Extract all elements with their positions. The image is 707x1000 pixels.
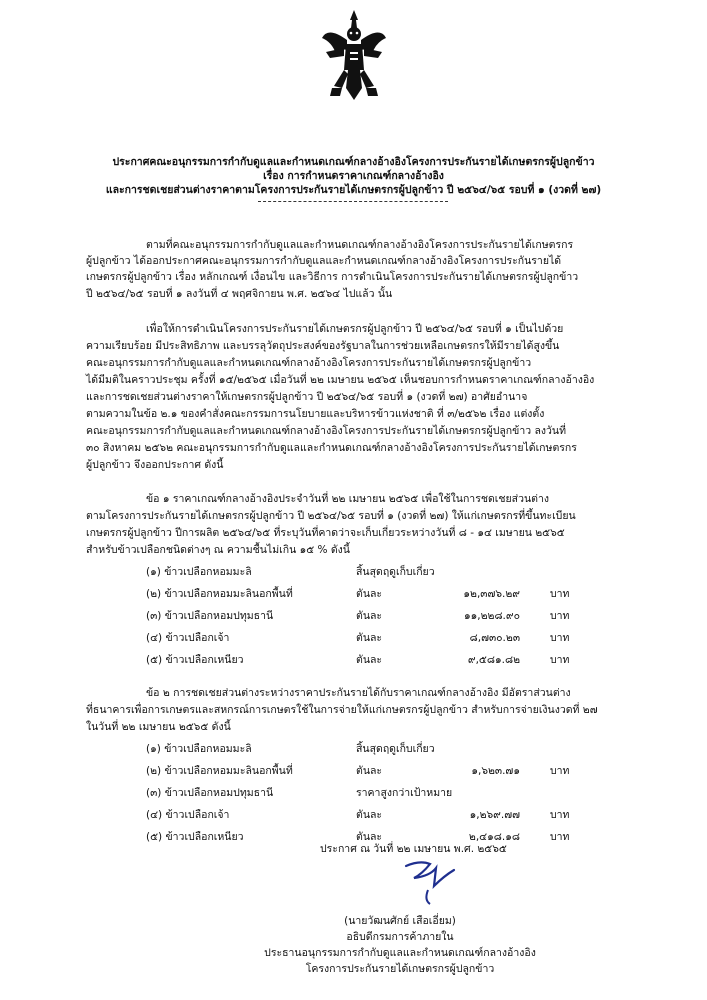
table1-item: (๔) ข้าวเปลือกเจ้า (146, 632, 230, 644)
para4-line: ที่ธนาคารเพื่อการเกษตรและสหกรณ์การเกษตรใช้ในการจ่ายให้แก่เกษตรกรผู้ปลูกข้าว สำหรับการจ่ายเงินงวดที่ ๒๗ (86, 704, 598, 716)
table2-item: (๑) ข้าวเปลือกหอมมะลิ (146, 743, 252, 755)
table1-item: (๒) ข้าวเปลือกหอมมะลินอกพื้นที่ (146, 588, 293, 600)
table1-unit: ตันละ (356, 632, 383, 644)
para1-line: ผู้ปลูกข้าว ได้ออกประกาศคณะอนุกรรมการกำกับดูแลและกำหนดเกณฑ์กลางอ้างอิงโครงการประกันรายได้ (86, 255, 562, 267)
signer-position-1: อธิบดีกรมการค้าภายใน (346, 931, 454, 943)
table1-item: (๓) ข้าวเปลือกหอมปทุมธานี (146, 610, 274, 622)
table2-item: (๓) ข้าวเปลือกหอมปทุมธานี (146, 787, 274, 799)
table2-item: (๒) ข้าวเปลือกหอมมะลินอกพื้นที่ (146, 765, 293, 777)
table1-item: (๑) ข้าวเปลือกหอมมะลิ (146, 566, 252, 578)
table1-unit: ตันละ (356, 654, 383, 666)
table1-unit: ตันละ (356, 610, 383, 622)
para4-line: ข้อ ๒ การชดเชยส่วนต่างระหว่างราคาประกันรายได้กับราคาเกณฑ์กลางอ้างอิง มีอัตราส่วนต่าง (146, 687, 571, 699)
garuda-emblem-icon (318, 8, 390, 104)
title-line-2: เรื่อง การกำหนดราคาเกณฑ์กลางอ้างอิง (263, 170, 444, 182)
para4-line: ในวันที่ ๒๒ เมษายน ๒๕๖๕ ดังนี้ (86, 721, 231, 733)
table2-currency: บาท (550, 831, 570, 843)
table1-value: ๙,๕๘๑.๘๒ (467, 654, 520, 666)
para2-line: และการชดเชยส่วนต่างราคาให้เกษตรกรผู้ปลูกข้าว ปี ๒๕๖๔/๖๕ รอบที่ ๑ (งวดที่ ๒๗) อาศัยอำนาจ (86, 391, 528, 403)
table1-currency: บาท (550, 632, 570, 644)
table1-currency: บาท (550, 610, 570, 622)
table1-value: ๑๒,๓๗๖.๒๙ (463, 588, 520, 600)
table2-item: (๕) ข้าวเปลือกเหนียว (146, 831, 244, 843)
para3-line: ตามโครงการประกันรายได้เกษตรกรผู้ปลูกข้าว ปี ๒๕๖๔/๖๕ รอบที่ ๑ (งวดที่ ๒๗) ให้แก่เกษตรกรที่ขึ้นทะเบียน (86, 510, 576, 522)
table1-currency: บาท (550, 588, 570, 600)
para3-line: ข้อ ๑ ราคาเกณฑ์กลางอ้างอิงประจำวันที่ ๒๒ เมษายน ๒๕๖๕ เพื่อใช้ในการชดเชยส่วนต่าง (146, 493, 549, 505)
table1-currency: บาท (550, 654, 570, 666)
para2-line: ตามความในข้อ ๒.๑ ของคำสั่งคณะกรรมการนโยบายและบริหารข้าวแห่งชาติ ที่ ๓/๒๕๖๒ เรื่อง แต่งตั้ง (86, 408, 545, 420)
table2-value: ๒,๔๑๘.๑๘ (468, 831, 520, 843)
para2-line: เพื่อให้การดำเนินโครงการประกันรายได้เกษตรกรผู้ปลูกข้าว ปี ๒๕๖๔/๖๕ รอบที่ ๑ เป็นไปด้วย (146, 323, 564, 335)
signer-position-2: ประธานอนุกรรมการกำกับดูแลและกำหนดเกณฑ์กลางอ้างอิง (264, 947, 536, 959)
title-line-3: และการชดเชยส่วนต่างราคาตามโครงการประกันรายได้เกษตรกรผู้ปลูกข้าว ปี ๒๕๖๔/๖๕ รอบที่ ๑ (งวดที่ ๒๗) (105, 184, 602, 196)
table2-unit: ราคาสูงกว่าเป้าหมาย (356, 787, 453, 799)
table2-unit: ตันละ (356, 831, 383, 843)
para2-line: ผู้ปลูกข้าว จึงออกประกาศ ดังนี้ (86, 459, 224, 471)
para1-line: ปี ๒๕๖๔/๖๕ รอบที่ ๑ ลงวันที่ ๔ พฤศจิกายน พ.ศ. ๒๕๖๔ ไปแล้ว นั้น (86, 288, 393, 300)
title-line-1: ประกาศคณะอนุกรรมการกำกับดูแลและกำหนดเกณฑ์กลางอ้างอิงโครงการประกันรายได้เกษตรกรผู้ปลูกข้าว (112, 156, 595, 168)
para3-line: สำหรับข้าวเปลือกชนิดต่างๆ ณ ความชื้นไม่เกิน ๑๕ % ดังนี้ (86, 544, 350, 556)
table1-value: ๘,๗๓๐.๒๓ (469, 632, 520, 644)
table1-item: (๕) ข้าวเปลือกเหนียว (146, 654, 244, 666)
table2-unit: ตันละ (356, 809, 383, 821)
table2-currency: บาท (550, 809, 570, 821)
para1-line: เกษตรกรผู้ปลูกข้าว เรื่อง หลักเกณฑ์ เงื่อนไข และวิธีการ การดำเนินโครงการประกันรายได้เกษตรกรผู้ปลูกข้าว (86, 271, 579, 283)
signer-name: (นายวัฒนศักย์ เสือเอี่ยม) (344, 915, 456, 927)
title-divider (258, 201, 448, 202)
para2-line: ความเรียบร้อย มีประสิทธิภาพ และบรรลุวัตถุประสงค์ของรัฐบาลในการช่วยเหลือเกษตรกรให้มีรายได้สูงขึ้น (86, 340, 560, 352)
table2-value: ๑,๒๖๙.๗๗ (469, 809, 520, 821)
table2-currency: บาท (550, 765, 570, 777)
para2-line: คณะอนุกรรมการกำกับดูแลและกำหนดเกณฑ์กลางอ้างอิงโครงการประกันรายได้เกษตรกรผู้ปลูกข้าว (86, 357, 532, 369)
table2-item: (๔) ข้าวเปลือกเจ้า (146, 809, 230, 821)
table2-unit: สิ้นสุดฤดูเก็บเกี่ยว (356, 743, 435, 755)
table1-value: ๑๑,๒๒๘.๙๐ (463, 610, 520, 622)
para1-line: ตามที่คณะอนุกรรมการกำกับดูแลและกำหนดเกณฑ์กลางอ้างอิงโครงการประกันรายได้เกษตรกร (146, 239, 574, 251)
para3-line: เกษตรกรผู้ปลูกข้าว ปีการผลิต ๒๕๖๔/๖๕ ที่ระบุวันที่คาดว่าจะเก็บเกี่ยวระหว่างวันที่ ๘ - ๑๔ เมษายน ๒๕๖๕ (86, 527, 565, 539)
announce-date: ประกาศ ณ วันที่ ๒๒ เมษายน พ.ศ. ๒๕๖๕ (320, 843, 507, 855)
signer-position-3: โครงการประกันรายได้เกษตรกรผู้ปลูกข้าว (305, 963, 495, 975)
table2-value: ๑,๖๒๓.๗๑ (471, 765, 520, 777)
para2-line: คณะอนุกรรมการกำกับดูแลและกำหนดเกณฑ์กลางอ้างอิงโครงการประกันรายได้เกษตรกรผู้ปลูกข้าว ลงวันที่ (86, 425, 567, 437)
signature-icon (400, 856, 460, 908)
table1-unit: ตันละ (356, 588, 383, 600)
table2-unit: ตันละ (356, 765, 383, 777)
table1-unit: สิ้นสุดฤดูเก็บเกี่ยว (356, 566, 435, 578)
para2-line: ได้มีมติในคราวประชุม ครั้งที่ ๑๕/๒๕๖๕ เมื่อวันที่ ๒๒ เมษายน ๒๕๖๕ เห็นชอบการกำหนดราคาเกณฑ์กลางอ้างอิง (86, 374, 595, 386)
para2-line: ๓๐ สิงหาคม ๒๕๖๒ คณะอนุกรรมการกำกับดูแลและกำหนดเกณฑ์กลางอ้างอิงโครงการประกันรายได้เกษตรกร (86, 442, 577, 454)
